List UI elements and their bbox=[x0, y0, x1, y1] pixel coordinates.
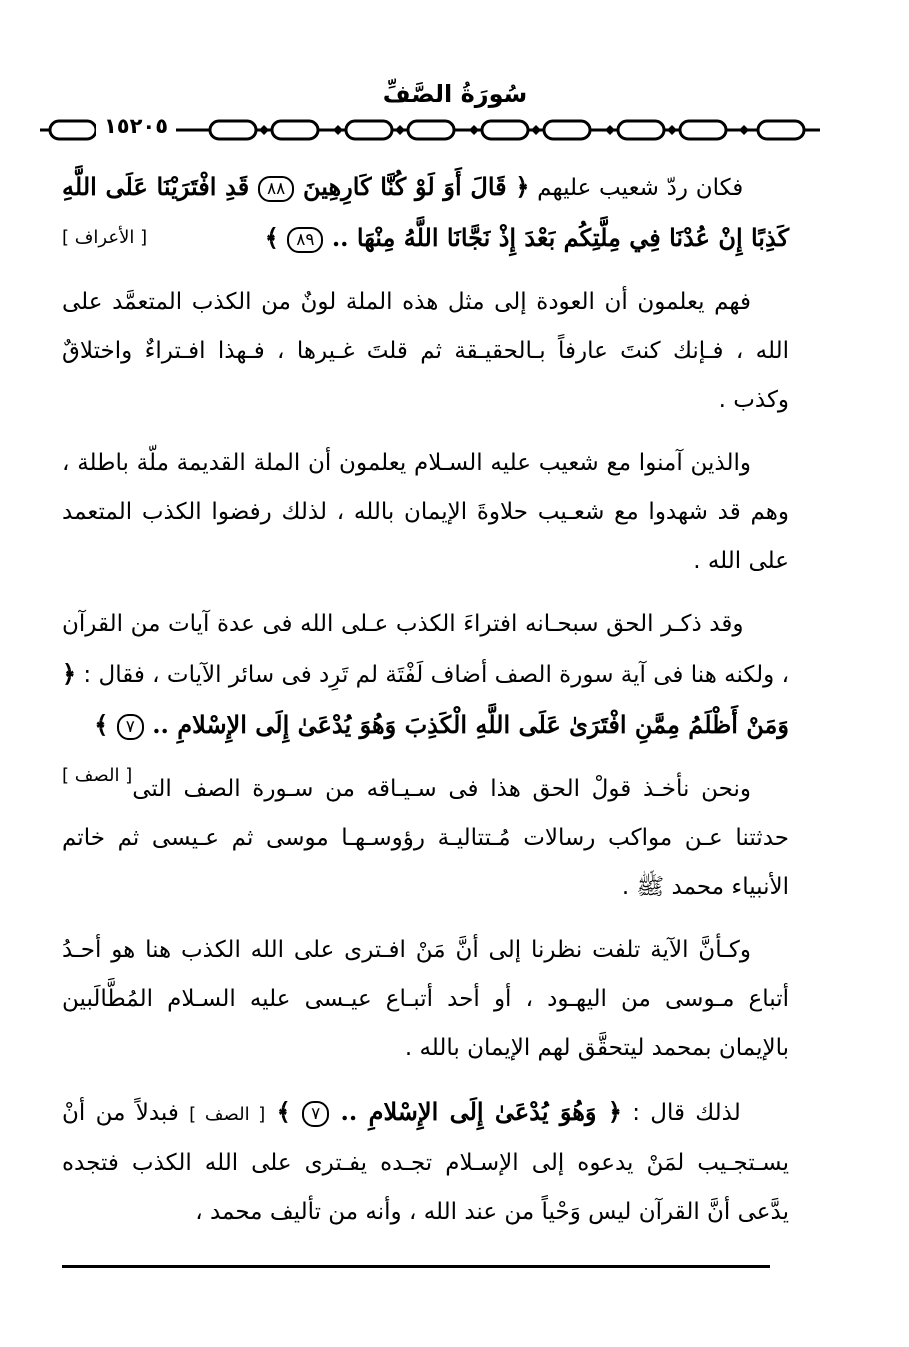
paragraph-5 bbox=[62, 765, 789, 912]
verse-bracket: ﴾ bbox=[264, 223, 279, 252]
verse-bracket: ﴾ bbox=[276, 1097, 291, 1126]
verse-number: ٧ bbox=[302, 1101, 329, 1127]
paragraph-3 bbox=[62, 439, 789, 586]
paragraph-1-lead: فكان ردّ شعيب عليهم bbox=[537, 175, 744, 201]
page-number: ١٥٢٠٥ bbox=[96, 114, 176, 138]
paragraph-5-text: ونحن نأخـذ قولْ الحق هذا فى سـيـاقه من سـورة الصف التى حدثتنا عـن مواكب رسالات مُـتتاليـة رؤوسـهـا موسى ثم عـيسى ثم خاتم الأنبياء محمد ﷺ . bbox=[62, 776, 789, 900]
paragraph-6 bbox=[62, 926, 789, 1073]
verse-number: ٨٨ bbox=[258, 176, 294, 202]
paragraph-7-lead: لذلك قال : bbox=[632, 1100, 741, 1126]
surah-reference: [ الأعراف ] bbox=[62, 227, 148, 248]
page-body bbox=[62, 162, 789, 1251]
paragraph-2 bbox=[62, 278, 789, 425]
quran-verse-text: ﴿ وَمَنْ أَظْلَمُ مِمَّنِ افْتَرَىٰ عَلَى اللَّهِ الْكَذِبَ وَهُوَ يُدْعَىٰ إِلَى الإِسْلامِ .. bbox=[62, 659, 789, 739]
quran-verse-text: ﴿ وَهُوَ يُدْعَىٰ إِلَى الإِسْلامِ .. bbox=[340, 1097, 622, 1126]
paragraph-7 bbox=[62, 1087, 789, 1237]
paragraph-3-text: والذين آمنوا مع شعيب عليه السـلام يعلمون أن الملة القديمة ملّة باطلة ، وهم قد شهدوا مع شعـيب حلاوةَ الإيمان بالله ، لذلك رفضوا الكذب المتعمد على الله . bbox=[62, 450, 789, 574]
quran-verse bbox=[265, 1097, 622, 1126]
surah-reference: [ الصف ] bbox=[62, 765, 133, 786]
paragraph-1 bbox=[62, 162, 789, 264]
verse-bracket: ﴾ bbox=[94, 710, 109, 739]
verse-number: ٨٩ bbox=[287, 227, 323, 253]
quran-verse-text: ﴿ قَالَ أَوَ لَوْ كُنَّا كَارِهِينَ bbox=[303, 172, 530, 201]
paragraph-4-lead: وقد ذكـر الحق سبحـانه افتراءَ الكذب عـلى الله فى عدة آيات من القرآن ، ولكنه هنا فى آية سورة الصف أضاف لَفْتَة لم تَرِد فى سائر الآيات ، فقال : bbox=[62, 611, 790, 688]
paragraph-6-text: وكـأنَّ الآية تلفت نظرنا إلى أنَّ مَنْ افـترى على الله الكذب هنا هو أحـدُ أتباع مـوسى من اليهـود ، أو أحد أتبـاع عيـسى عليه السـلام المُطَّالَبين بالإيمان بمحمد ليتحقَّق لهم الإيمان بالله . bbox=[62, 937, 789, 1061]
surah-title: سُورَةُ الصَّفِّ bbox=[382, 80, 528, 108]
paragraph-4 bbox=[62, 600, 790, 786]
verse-number: ٧ bbox=[117, 714, 144, 740]
paragraph-2-text: فهم يعلمون أن العودة إلى مثل هذه الملة لونٌ من الكذب المتعمَّد على الله ، فـإنك كنتَ عارفاً بـالحقيـقة ثم قلتَ غـيرها ، فـهذا افـتراءٌ واختلاقٌ وكذب . bbox=[62, 289, 789, 413]
footnote-divider bbox=[62, 1265, 770, 1268]
paragraph-7-text: فبدلاً من أنْ يسـتجـيب لمَنْ يدعوه إلى الإسـلام تجـده يفـترى على الله الكذب فتجده يدَّعى أنَّ القرآن ليس وَحْياً من عند الله ، وأنه من تأليف محمد ، bbox=[62, 1100, 789, 1225]
quran-verse-text: قَدِ افْتَرَيْنَا عَلَى اللَّهِ كَذِبًا إِنْ عُدْنَا فِي مِلَّتِكُم بَعْدَ إِذْ نَجَّانَا اللَّهُ مِنْهَا .. bbox=[62, 172, 789, 252]
surah-reference: [ الصف ] bbox=[189, 1104, 266, 1125]
